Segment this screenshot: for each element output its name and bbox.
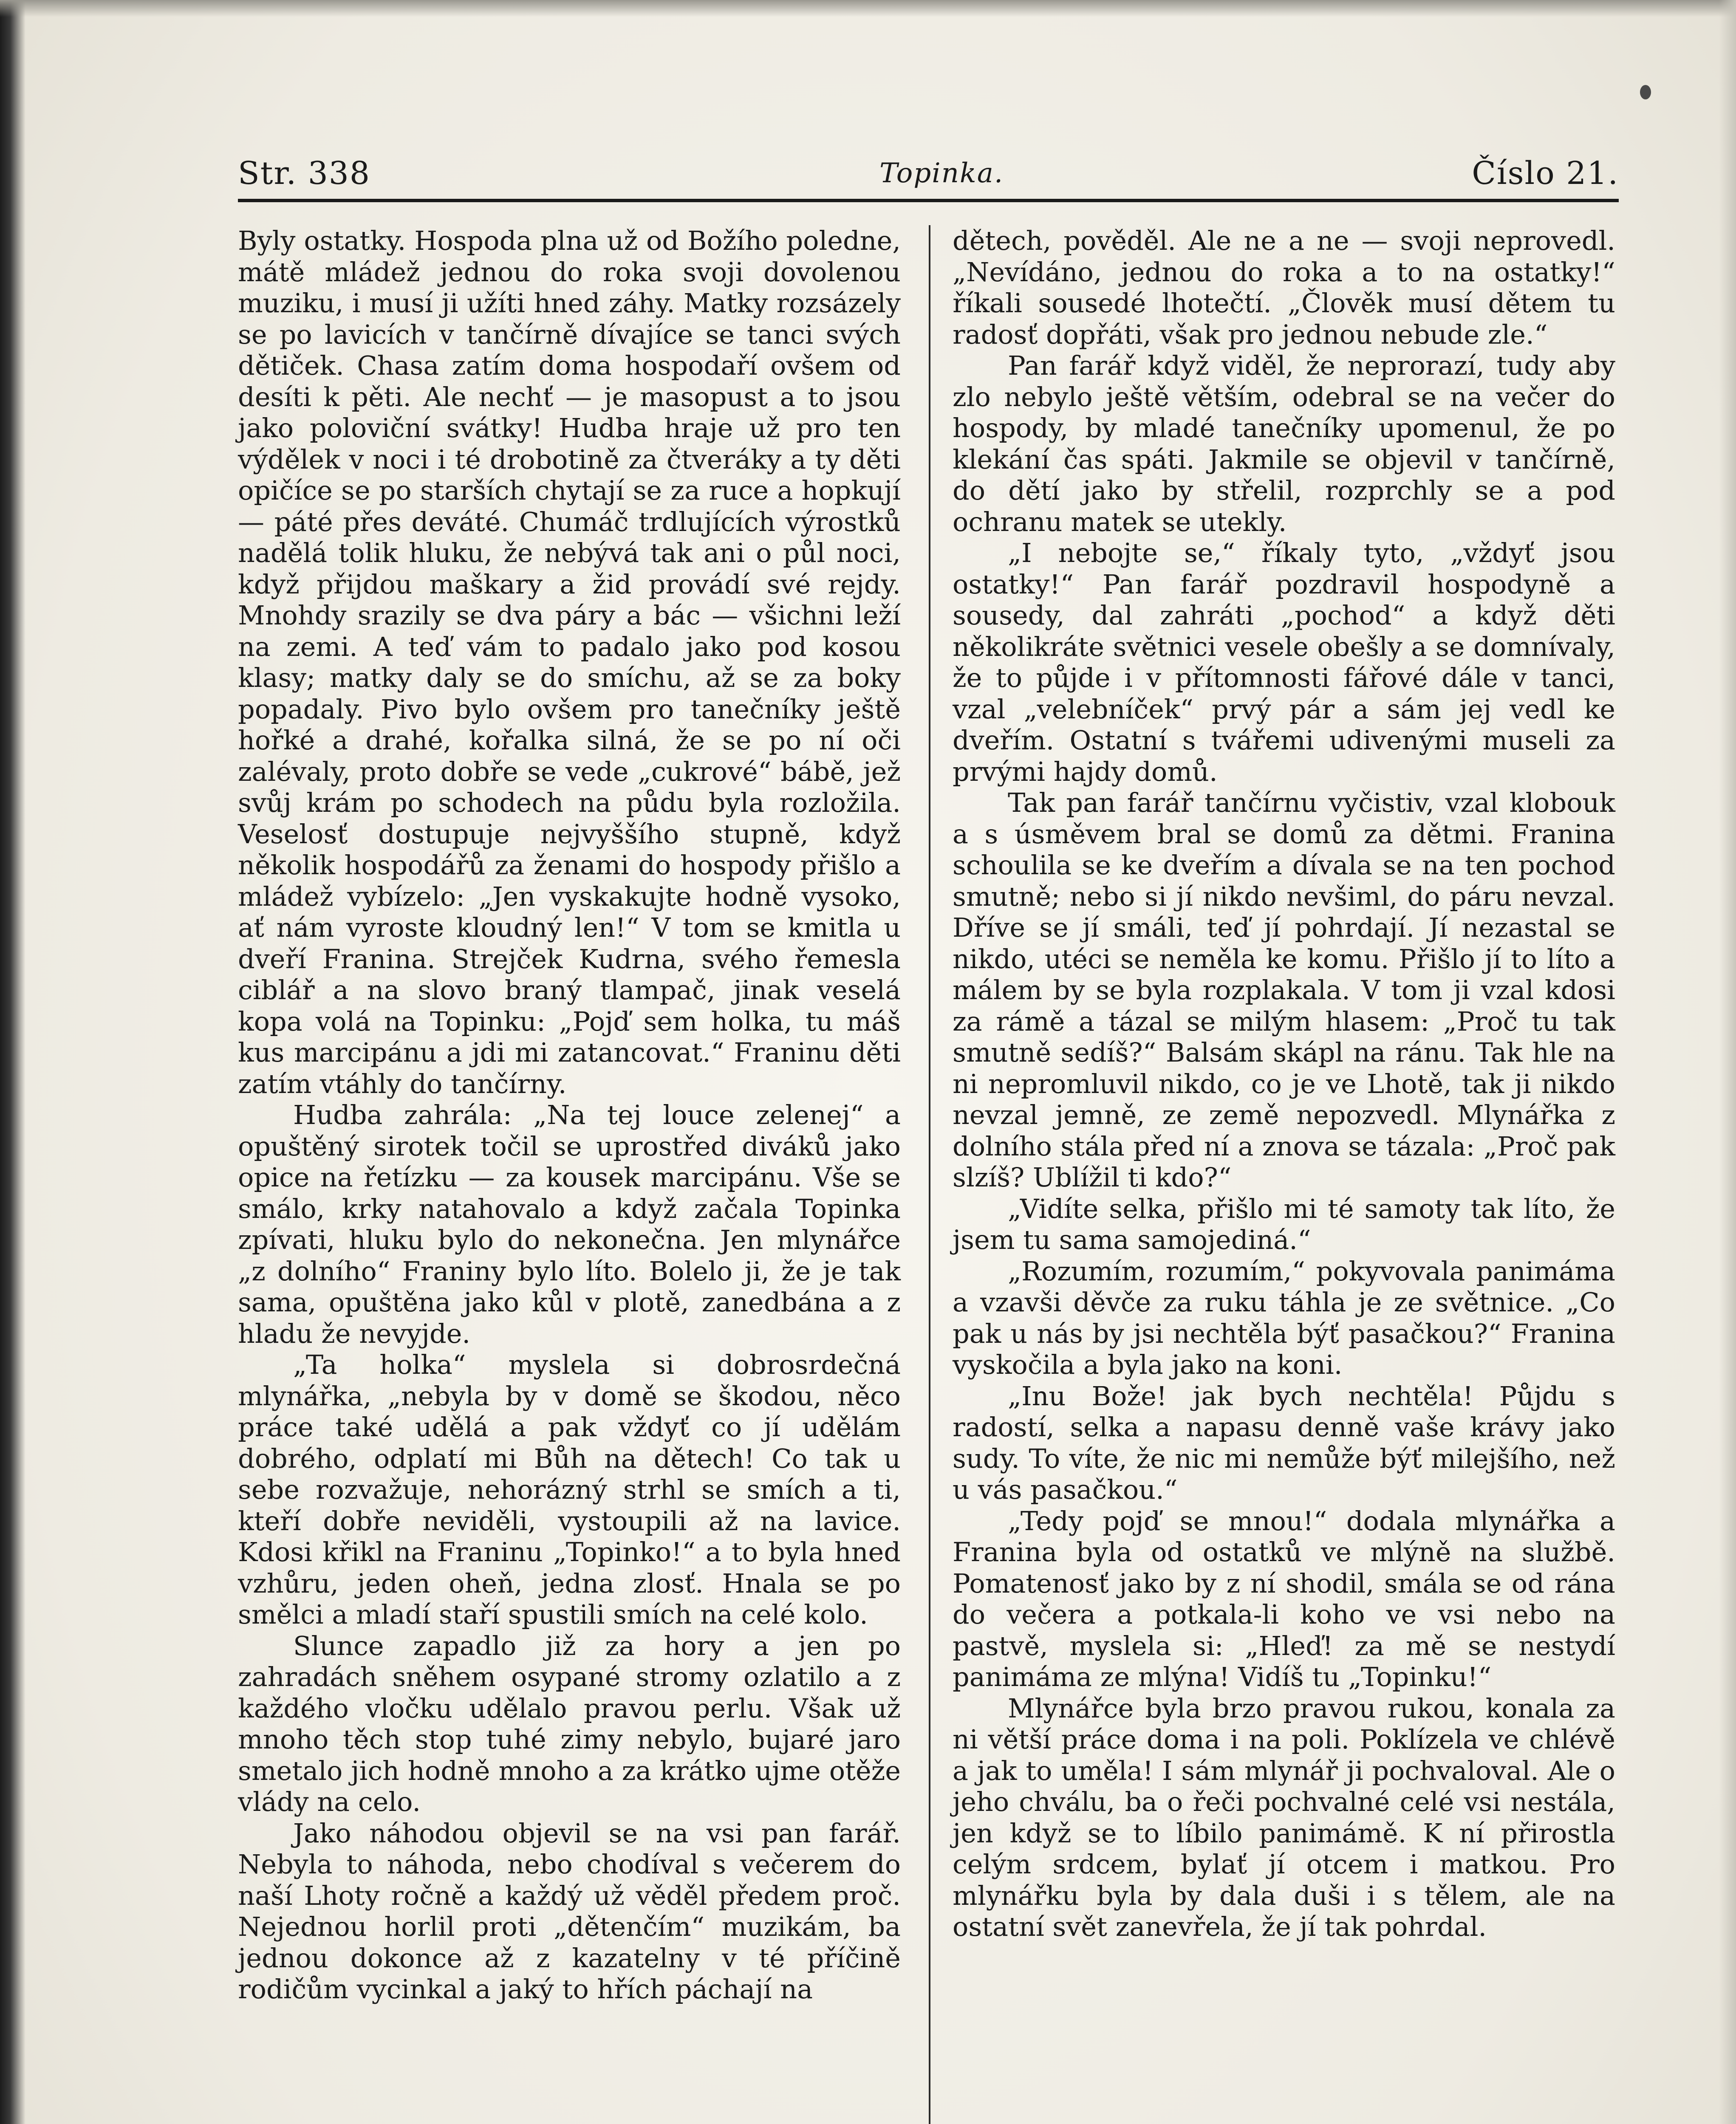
periodical-title: Topinka. [879,158,1004,189]
paragraph: „Ta holka“ myslela si dobrosrdečná mlynářka, „nebyla by v domě se škodou, něco práce také udělá a pak vždyť co jí udělám dobrého, odplatí mi Bůh na dětech! Co tak u sebe rozvažuje, nehorázný strhl se smích a ti, kteří dobře neviděli, vystoupili až na lavice. Kdosi křikl na Franinu „Topinko!“ a to byla hned vzhůru, jeden oheň, jedna zlosť. Hnala se po smělci a mladí staří spustili smích na celé kolo. [238,1349,901,1630]
paragraph: Pan farář když viděl, že neprorazí, tudy aby zlo nebylo ještě větším, odebral se na večer do hospody, by mladé tanečníky upomenul, že po klekání čas spáti. Jakmile se objevil v tančírně, do dětí jako by střelil, rozprchly se a pod ochranu matek se utekly. [953,350,1615,537]
paragraph: Jako náhodou objevil se na vsi pan farář. Nebyla to náhoda, nebo chodíval s večerem do naší Lhoty ročně a každý už věděl předem proč. Nejednou horlil proti „dětenčím“ muzikám, ba jednou dokonce až z kazatelny v té příčině rodičům vycinkal a jaký to hřích páchají na [238,1817,901,2005]
paragraph: dětech, pověděl. Ale ne a ne — svoji neprovedl. „Nevídáno, jednou do roka a to na ostatky!“ říkali sousedé lhotečtí. „Člověk musí dětem tu radosť dopřáti, však pro jednou nebude zle.“ [953,225,1615,350]
text-column-right [953,225,1615,1943]
paragraph: Tak pan farář tančírnu vyčistiv, vzal klobouk a s úsměvem bral se domů za dětmi. Franina schoulila se ke dveřím a dívala se na ten pochod smutně; nebo si jí nikdo nevšiml, do páru nevzal. Dříve se jí smáli, teď jí pohrdají. Jí nezastal se nikdo, utéci se neměla ke komu. Přišlo jí to líto a málem by se byla rozplakala. V tom ji vzal kdosi za rámě a tázal se milým hlasem: „Proč tu tak smutně sedíš?“ Balsám skápl na ránu. Tak hle na ni nepromluvil nikdo, co je ve Lhotě, tak ji nikdo nevzal jemně, ze země nepozvedl. Mlynářka z dolního stála před ní a znova se tázala: „Proč pak slzíš? Ublížil ti kdo?“ [953,787,1615,1193]
paragraph: Hudba zahrála: „Na tej louce zelenej“ a opuštěný sirotek točil se uprostřed diváků jako opice na řetízku — za kousek marcipánu. Vše se smálo, krky natahovalo a když začala Topinka zpívati, hluku bylo do nekonečna. Jen mlynářce „z dolního“ Franiny bylo líto. Bolelo ji, že je tak sama, opuštěna jako kůl v plotě, zanedbána a z hladu že nevyjde. [238,1099,901,1349]
text-column-left [238,225,901,2005]
paragraph: „Rozumím, rozumím,“ pokyvovala panimáma a vzavši děvče za ruku táhla je ze světnice. „Co pak u nás by jsi nechtěla býť pasačkou?“ Franina vyskočila a byla jako na koni. [953,1255,1615,1380]
paragraph: „Vidíte selka, přišlo mi té samoty tak líto, že jsem tu sama samojediná.“ [953,1193,1615,1255]
running-header [238,147,1619,198]
paragraph: „Tedy pojď se mnou!“ dodala mlynářka a Franina byla od ostatků ve mlýně na službě. Pomatenosť jako by z ní shodil, smála se od rána do večera a potkala-li koho ve vsi nebo na pastvě, myslela si: „Hleď! za mě se nestydí panimáma ze mlýna! Vidíš tu „Topinku!“ [953,1505,1615,1692]
scan-shadow-top [0,0,1736,17]
ink-spot [1640,85,1651,99]
paragraph: „I nebojte se,“ říkaly tyto, „vždyť jsou ostatky!“ Pan farář pozdravil hospodyně a sousedy, dal zahráti „pochod“ a když děti několikráte světnici vesele obešly a se domnívaly, že to půjde i v přítomnosti fářové dále v tanci, vzal „velebníček“ prvý pár a sám jej vedl ke dveřím. Ostatní s tvářemi udivenými museli za prvými hajdy domů. [953,537,1615,787]
paragraph: Mlynářce byla brzo pravou rukou, konala za ni větší práce doma i na poli. Poklízela ve chlévě a jak to uměla! I sám mlynář ji pochvaloval. Ale o jeho chválu, ba o řeči pochvalné celé vsi nestála, jen když se to líbilo panimámě. K ní přirostla celým srdcem, bylať jí otcem i matkou. Pro mlynářku byla by dala duši i s tělem, ale na ostatní svět zanevřela, že jí tak pohrdal. [953,1692,1615,1942]
paragraph: Slunce zapadlo již za hory a jen po zahradách sněhem osypané stromy ozlatilo a z každého vločku udělalo pravou perlu. Však už mnoho těch stop tuhé zimy nebylo, bujaré jaro smetalo jich hodně mnoho a za krátko ujme otěže vlády na celo. [238,1630,901,1817]
paragraph: Byly ostatky. Hospoda plna už od Božího poledne, mátě mládež jednou do roka svoji dovolenou muziku, i musí ji užíti hned záhy. Matky rozsázely se po lavicích v tančírně dívajíce se tanci svých dětiček. Chasa zatím doma hospodaří ovšem od desíti k pěti. Ale nechť — je masopust a to jsou jako poloviční svátky! Hudba hraje už pro ten výdělek v noci i té drobotině za čtveráky a ty děti opičíce se po starších chytají se za ruce a hopkují — páté přes deváté. Chumáč trdlujících výrostků nadělá tolik hluku, že nebývá tak ani o půl noci, když přijdou maškary a žid provádí své rejdy. Mnohdy srazily se dva páry a bác — všichni leží na zemi. A teď vám to padalo jako pod kosou klasy; matky daly se do smíchu, až se za boky popadaly. Pivo bylo ovšem pro tanečníky ještě hořké a drahé, kořalka silná, že se po ní oči zalévaly, proto dobře se vede „cukrové“ bábě, jež svůj krám po schodech na půdu byla rozložila. Veselosť dostupuje nejvyššího stupně, když několik hospodářů za ženami do hospody přišlo a mládež vybízelo: „Jen vyskakujte hodně vysoko, ať nám vyroste kloudný len!“ V tom se kmitla u dveří Franina. Strejček Kudrna, svého řemesla ciblář a na slovo braný tlampač, jinak veselá kopa volá na Topinku: „Pojď sem holka, tu máš kus marcipánu a jdi mi zatancovat.“ Franinu děti zatím vtáhly do tančírny. [238,225,901,1099]
page-number: Str. 338 [238,155,370,192]
scan-shadow-left [0,0,25,2124]
paragraph: „Inu Bože! jak bych nechtěla! Půjdu s radostí, selka a napasu denně vaše krávy jako sudy. To víte, že nic mi nemůže býť milejšího, než u vás pasačkou.“ [953,1380,1615,1505]
header-rule [238,199,1619,202]
issue-number: Číslo 21. [1472,155,1619,192]
column-divider [929,225,930,2124]
scan-shadow-right [1719,0,1736,2124]
